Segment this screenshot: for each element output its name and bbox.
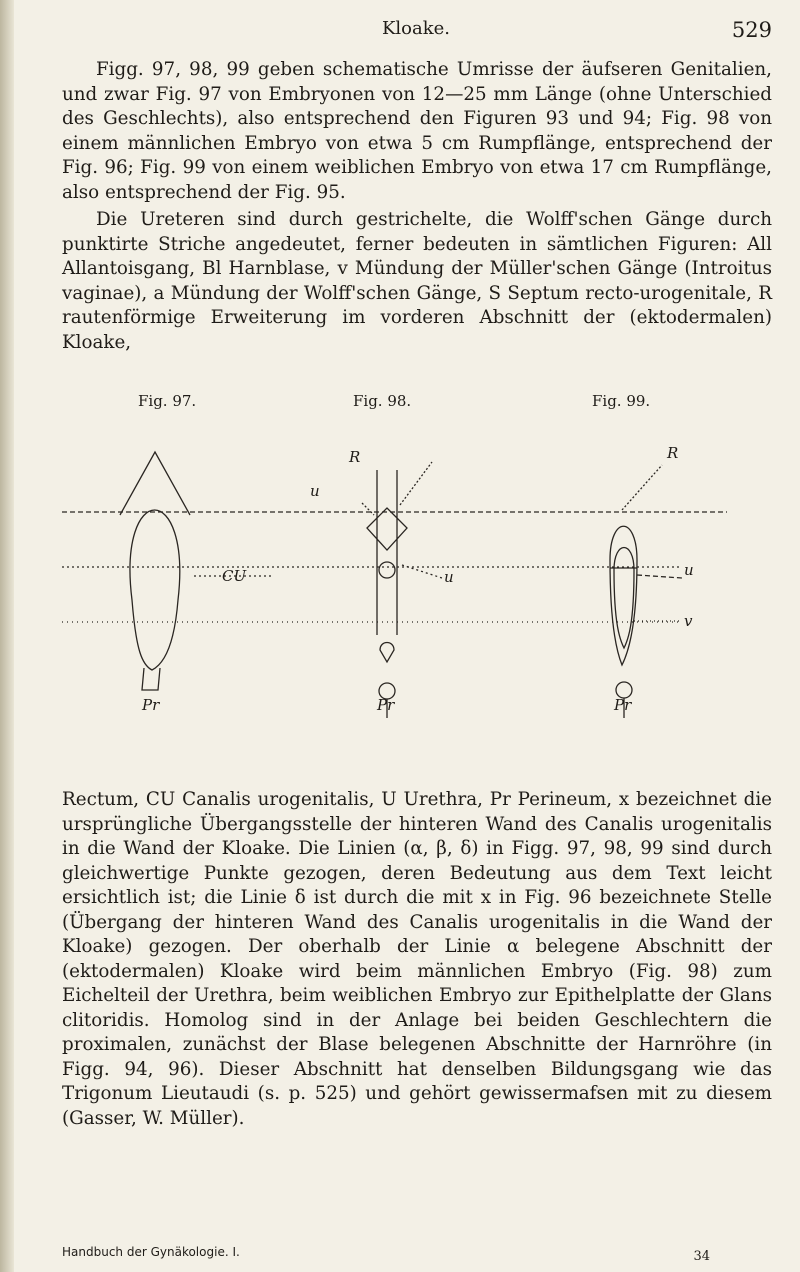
label-cu: CU — [222, 567, 247, 585]
page-header — [60, 18, 772, 48]
label-pr-fig98: Pr — [377, 696, 395, 714]
paragraph-legend: Die Ureteren sind durch gestrichelte, die Wolff'schen Gänge durch punktirte Striche angedeutet, ferner bedeuten in sämtlichen Figuren: All Allantoisgang, Bl Harnblase, v Mündung der Müller'schen Gänge (Introitus vaginae), a Mündung der Wolff'schen Gänge, S Septum recto-urogenitale, R rautenförmige Erweiterung im vorderen Abschnitt der (ektodermalen) Kloake, — [62, 209, 772, 353]
fig-97-drawing — [120, 452, 272, 690]
label-pr-fig97: Pr — [142, 696, 160, 714]
sheet-signature: 34 — [693, 1249, 710, 1264]
paragraph-figure-description: Figg. 97, 98, 99 geben schematische Umrisse der äufseren Genitalien, und zwar Fig. 97 von Embryonen von 12—25 mm Länge (ohne Unterschied des Geschlechts), also entsprechend den Figuren 93 und 94; Fig. 98 von einem männlichen Embryo von etwa 5 cm Rumpflänge, entsprechend der Fig. 96; Fig. 99 von einem weiblichen Embryo von etwa 17 cm Rumpflänge, also entsprechend der Fig. 95. — [62, 59, 772, 203]
label-u-fig98: u — [444, 568, 454, 586]
schematic-figures — [62, 400, 742, 785]
page-number: 529 — [731, 18, 772, 42]
label-pr-fig99: Pr — [614, 696, 632, 714]
running-title: Kloake. — [381, 18, 451, 39]
fig-98-drawing — [362, 462, 442, 718]
book-title: Handbuch der Gynäkologie. I. — [62, 1245, 240, 1259]
label-r-fig98: R — [349, 448, 361, 466]
fig-99-drawing — [610, 465, 682, 718]
paragraph-explanation: Rectum, CU Canalis urogenitalis, U Urethra, Pr Perineum, x bezeichnet die ursprüngliche Übergangsstelle der hinteren Wand des Canalis urogenitalis in die Wand der Kloake. Die Linien (α, β, δ) in Figg. 97, 98, 99 sind durch gleichwertige Punkte gezogen, deren Bedeutung aus dem Text leicht ersichtlich ist; die Linie δ ist durch die mit x in Fig. 96 bezeichnete Stelle (Übergang der hinteren Wand des Canalis urogenitalis in die Wand der Kloake) gezogen. Der oberhalb der Linie α belegene Abschnitt der (ektodermalen) Kloake wird beim männlichen Embryo (Fig. 98) zum Eichelteil der Urethra, beim weiblichen Embryo zur Epithelplatte der Glans clitoridis. Homolog sind in der Anlage bei beiden Geschlechtern die proximalen, zunächst der Blase belegenen Abschnitte der Harnröhre (in Figg. 94, 96). Dieser Abschnitt hat denselben Bildungsgang wie das Trigonum Lieutaudi (s. p. 525) und gehört gewissermafsen mit zu diesem (Gasser, W. Müller). — [62, 789, 772, 1129]
label-v-fig99: v — [684, 612, 693, 630]
book-binding-edge — [0, 0, 14, 1272]
page-footer — [62, 1245, 772, 1267]
fig-97-label: Fig. 97. — [138, 392, 197, 410]
fig-98-label: Fig. 98. — [353, 392, 412, 410]
label-u-fig99: u — [684, 561, 694, 579]
fig-99-label: Fig. 99. — [592, 392, 651, 410]
label-u-fig98-top: u — [310, 482, 320, 500]
label-r-fig99: R — [667, 444, 679, 462]
